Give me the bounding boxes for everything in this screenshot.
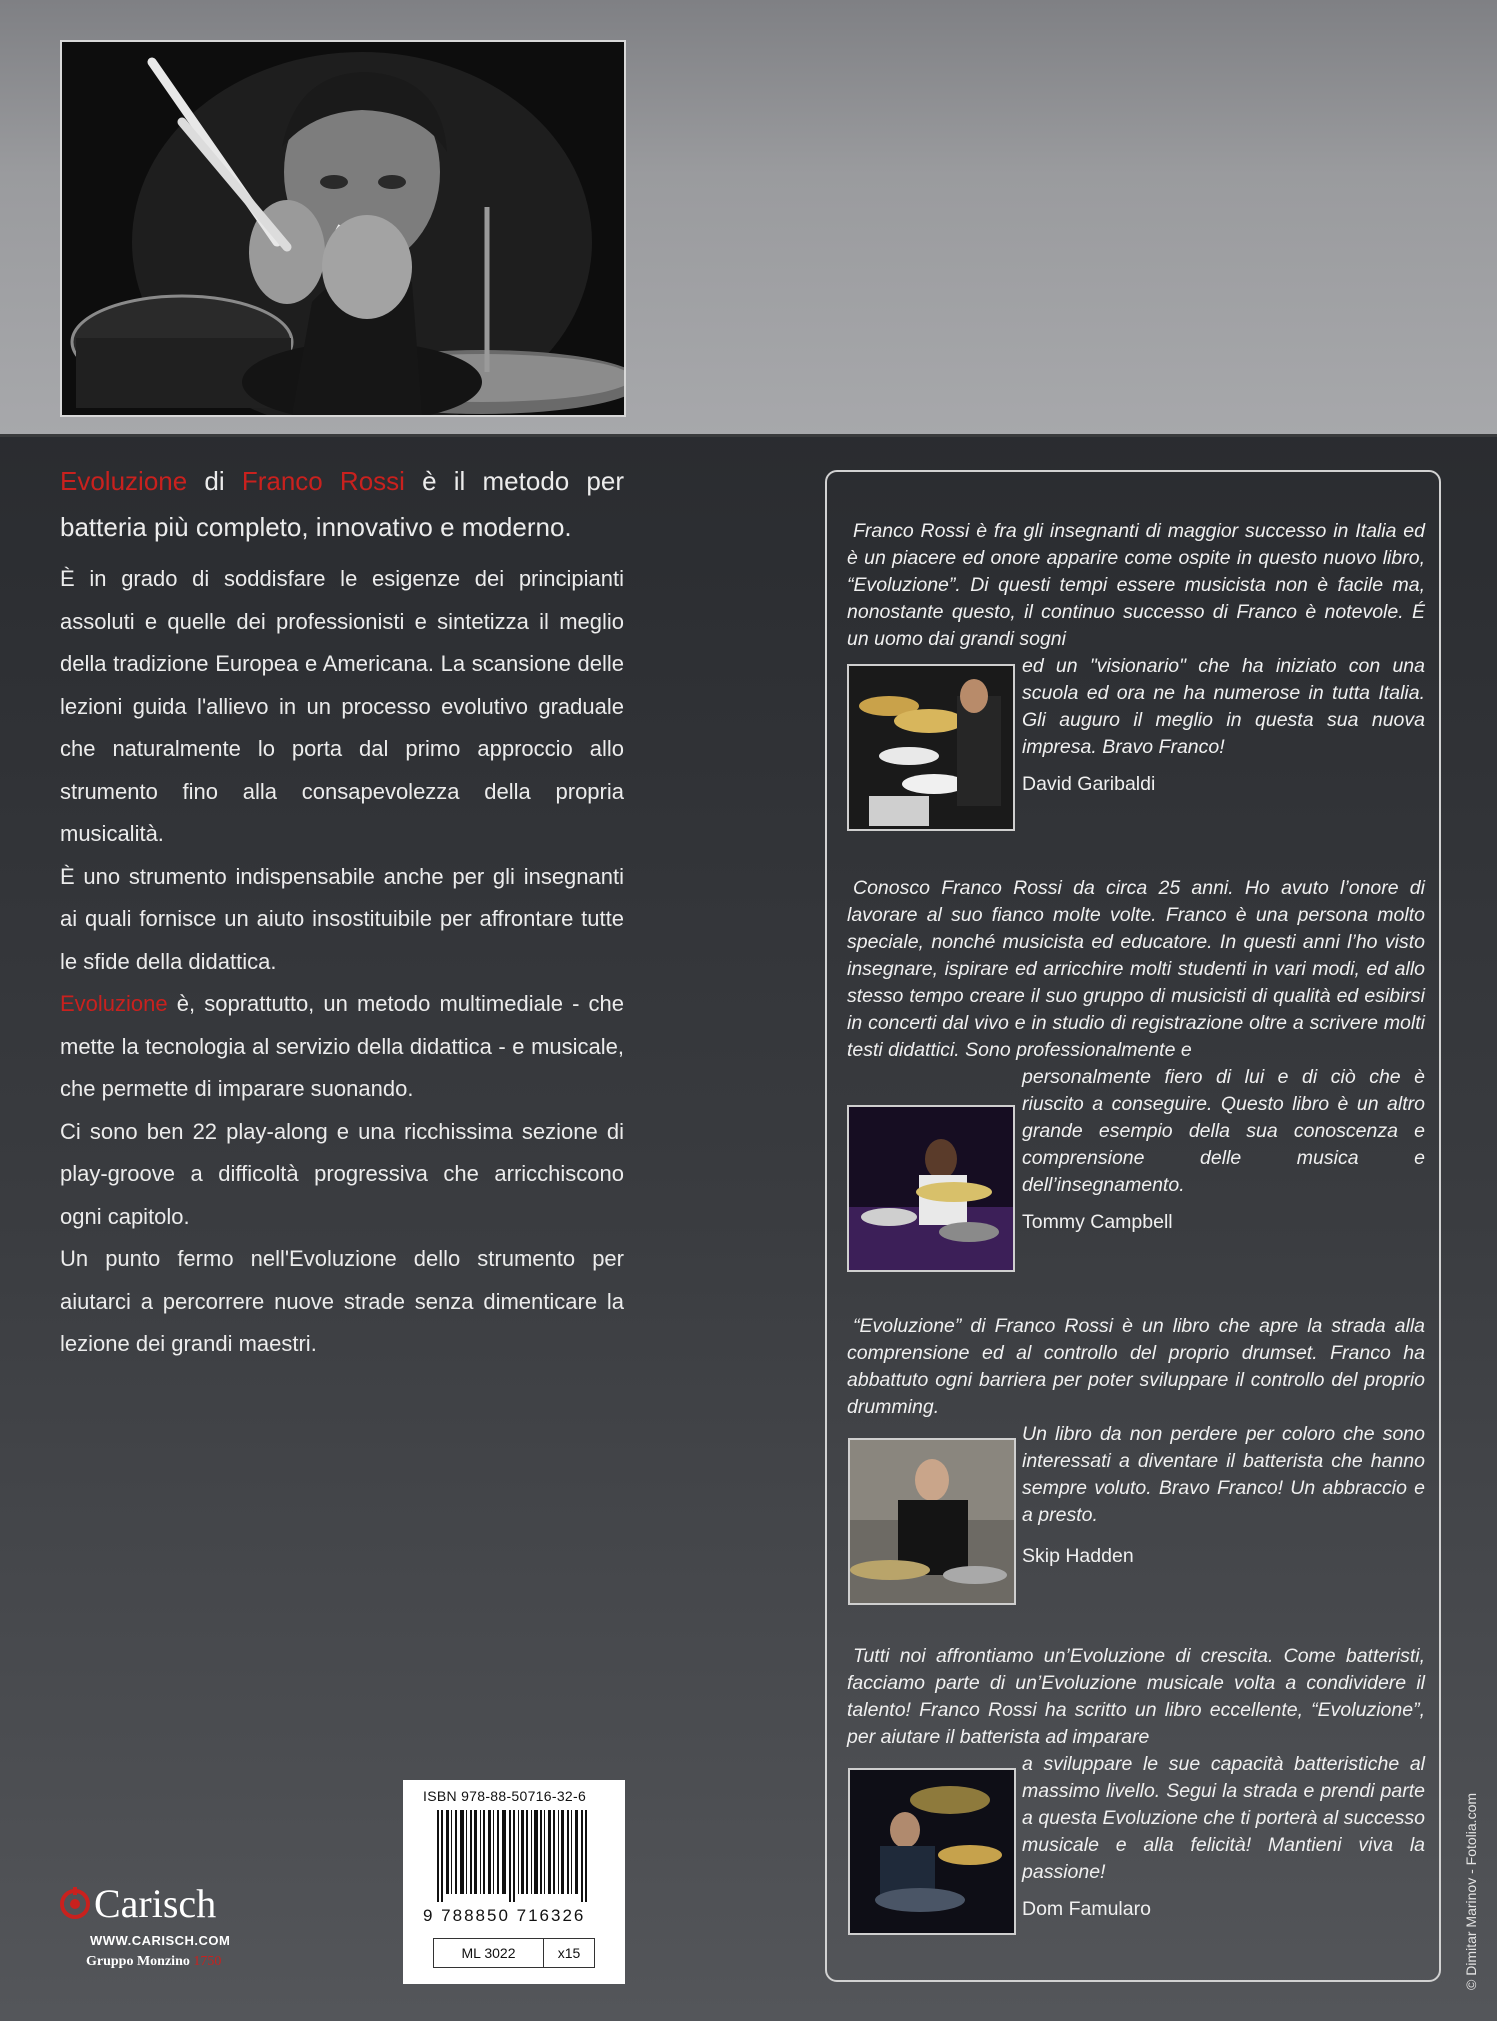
publisher-name: Carisch (94, 1881, 217, 1926)
group-name: Gruppo Monzino (86, 1954, 190, 1969)
lead-rest: è il metodo per batteria più completo, innovativo e moderno. (60, 466, 624, 542)
barcode-digits: 9 788850 716326 (423, 1906, 586, 1925)
catalog-code: ML 3022 (434, 1939, 544, 1967)
author-photo (60, 40, 626, 417)
testimonial-signature: Dom Famularo (1022, 1898, 1151, 1920)
hadden-photo (848, 1438, 1016, 1605)
catalog-code-box (433, 1938, 595, 1968)
author-name: Franco Rossi (241, 466, 405, 496)
testimonial-text-side: a sviluppare le sue capacità batteristiche al massimo livello. Segui la strada e prendi parte a questa Evoluzione che ti porterà al successo musicale e alla felicità! Mantieni viva la passione! (1022, 1753, 1425, 1883)
testimonial-text-side: personalmente fiero di lui e di ciò che è riuscito a conseguire. Questo libro è un altro grande esempio della sua conoscenza e comprensione delle musica e dell’insegnamento. (1022, 1066, 1425, 1196)
testimonial-signature: David Garibaldi (1022, 773, 1156, 795)
paragraph-1: È in grado di soddisfare le esigenze dei principianti assoluti e quelle dei professionisti e sintetizza il meglio della tradizione Europea e Americana. La scansione delle lezioni guida l'allievo in un processo evolutivo graduale che naturalmente lo porta dal primo approccio allo strumento fino alla consapevolezza della propria musicalità. (60, 566, 624, 846)
testimonial-text: “Evoluzione” di Franco Rossi è un libro che apre la strada alla comprensione ed al controllo del proprio drumset. Franco ha abbattuto ogni barriera per poter sviluppare il controllo del proprio drumming. (847, 1315, 1425, 1418)
paragraph-2: È uno strumento indispensabile anche per gli insegnanti ai quali fornisce un aiuto insostituibile per affrontare tutte le sfide della didattica. (60, 863, 624, 974)
testimonial-text: Tutti noi affrontiamo un’Evoluzione di crescita. Come batteristi, facciamo parte di un’Evoluzione musicale volta a condividere il talento! Franco Rossi ha scritto un libro eccellente, “Evoluzione”, per aiutare il batterista ad imparare (847, 1645, 1425, 1748)
paragraph-5: Un punto fermo nell'Evoluzione dello strumento per aiutarci a percorrere nuove strade senza dimenticare la lezione dei grandi maestri. (60, 1246, 624, 1356)
campbell-photo (847, 1105, 1015, 1272)
paragraph-4: Ci sono ben 22 play-along e una ricchissima sezione di play-groove a difficoltà progressiva che arricchiscono ogni capitolo. (60, 1118, 624, 1229)
publisher-logo (60, 1880, 230, 1970)
description (60, 458, 624, 1366)
isbn: ISBN 978-88-50716-32-6 (423, 1788, 587, 1804)
carisch-emblem-icon (60, 1887, 90, 1921)
famularo-photo (848, 1768, 1016, 1935)
photo-credit: © Dimitar Marinov - Fotolia.com (1463, 1792, 1479, 1990)
testimonial-signature: Skip Hadden (1022, 1545, 1134, 1567)
title-word: Evoluzione (60, 466, 188, 496)
testimonial-signature: Tommy Campbell (1022, 1211, 1173, 1233)
lead-paragraph (60, 458, 624, 550)
testimonial-text-side: ed un "visionario" che ha iniziato con una scuola ed ora ne ha numerose in tutta Italia. Gli auguro il meglio in questa sua nuova impresa. Bravo Franco! (1022, 655, 1425, 758)
barcode-label (403, 1780, 625, 1984)
evoluzione-highlight: Evoluzione (60, 991, 168, 1016)
publisher-group (86, 1954, 230, 1970)
lead-di: di (204, 466, 225, 496)
group-number: 1750 (193, 1954, 222, 1969)
testimonial-text: Conosco Franco Rossi da circa 25 anni. Ho avuto l’onore di lavorare al suo fianco molte volte. Franco è una persona molto speciale, nonché musicista ed educatore. In questi anni l’ho visto insegnare, ispirare ed arricchire molti studenti in vari modi, ed allo stesso tempo creare il suo gruppo di musicisti di qualità ed esibirsi in concerti dal vivo e in studio di registrazione oltre a scrivere molti testi didattici. Sono professionalmente e (847, 877, 1425, 1061)
price-code: x15 (557, 1945, 581, 1961)
publisher-url: WWW.CARISCH.COM (90, 1933, 231, 1948)
garibaldi-photo (847, 664, 1015, 831)
paragraph-3-rest: è, soprattutto, un metodo multimediale - che mette la tecnologia al servizio della didattica - e musicale, che permette di imparare suonando. (60, 991, 624, 1101)
testimonial-text-side: Un libro da non perdere per coloro che sono interessati a diventare il batterista che hanno sempre voluto. Bravo Franco! Un abbraccio e a presto. (1022, 1423, 1425, 1526)
testimonial-text: Franco Rossi è fra gli insegnanti di maggior successo in Italia ed è un piacere ed onore apparire come ospite in questo nuovo libro, “Evoluzione”. Di questi tempi essere musicista non è facile ma, nonostante questo, il continuo successo di Franco è notevole. É un uomo dai grandi sogni (847, 520, 1425, 650)
barcode-bars (437, 1810, 593, 1902)
paragraph-3 (60, 983, 624, 1111)
